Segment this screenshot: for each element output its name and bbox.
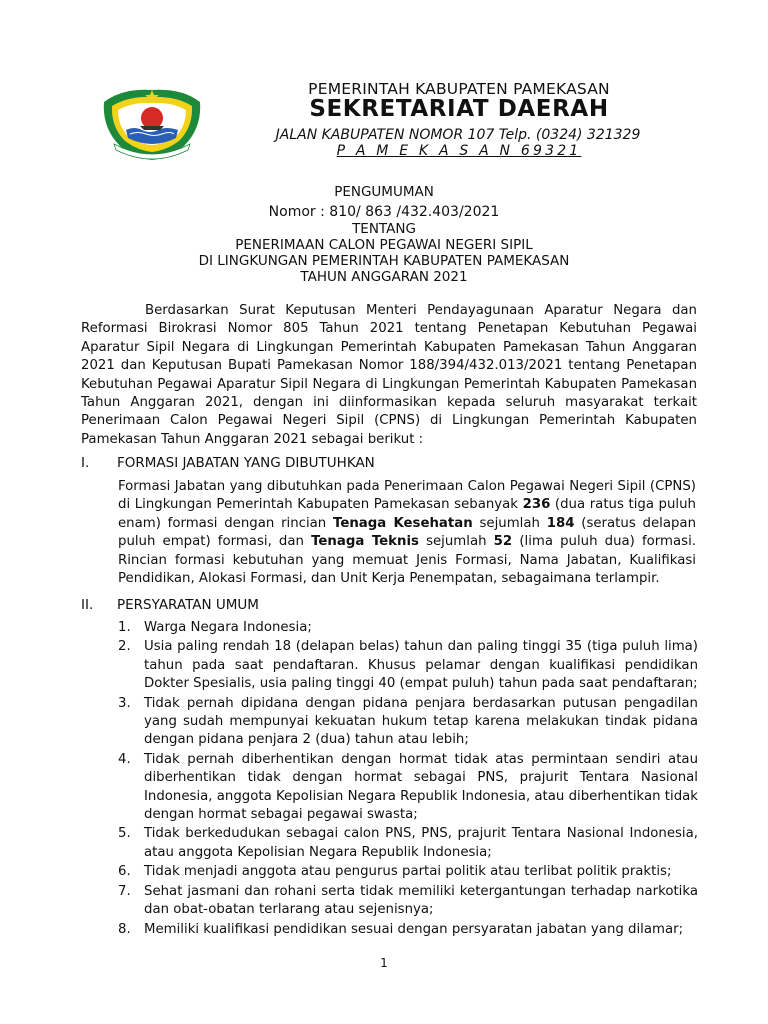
page-number: 1 bbox=[380, 956, 388, 970]
requirement-text: Tidak berkedudukan sebagai calon PNS, PNS, prajurit Tentara Nasional Indonesia, atau anggota Kepolisian Negara Republik Indonesia; bbox=[144, 826, 698, 860]
technical-staff-label: Tenaga Teknis bbox=[311, 534, 419, 550]
announcement-subject-line3: TAHUN ANGGARAN 2021 bbox=[300, 269, 468, 285]
section-2-heading bbox=[81, 597, 259, 613]
requirement-number: 7. bbox=[118, 883, 131, 899]
announcement-subject-line1: PENERIMAAN CALON PEGAWAI NEGERI SIPIL bbox=[235, 237, 533, 253]
section-1-text-e: sejumlah bbox=[418, 534, 494, 550]
requirement-item bbox=[118, 825, 698, 862]
intro-text: Berdasarkan Surat Keputusan Menteri Pendayagunaan Aparatur Negara dan Reformasi Birokrasi Nomor 805 Tahun 2021 tentang Penetapan Kebutuhan Pegawai Aparatur Sipil Negara di Lingkungan Pemerintah Kabupaten Pamekasan Tahun Anggaran 2021 dan Keputusan Bupati Pamekasan Nomor 188/394/432.013/2021 tentang Penetapan Kebutuhan Pegawai Aparatur Sipil Negara di Lingkungan Pemerintah Kabupaten Pamekasan Tahun Anggaran 2021, dengan ini diinformasikan kepada seluruh masyarakat terkait Penerimaan Calon Pegawai Negeri Sipil (CPNS) di Lingkungan Pemerintah Kabupaten Pamekasan Tahun Anggaran 2021 sebagai berikut : bbox=[81, 303, 697, 447]
requirement-item bbox=[118, 863, 698, 881]
requirement-number: 2. bbox=[118, 639, 131, 655]
requirement-item bbox=[118, 695, 698, 750]
section-1-text-d: (seratus delapan puluh empat) formasi, dan bbox=[118, 515, 696, 550]
requirement-text: Usia paling rendah 18 (delapan belas) tahun dan paling tinggi 35 (tiga puluh lima) tahun pada saat pendaftaran. Khusus pelamar dengan kualifikasi pendidikan Dokter Spesialis, usia paling tinggi 40 (empat puluh) tahun pada saat pendaftaran; bbox=[144, 639, 698, 692]
requirement-item bbox=[118, 883, 698, 920]
requirement-number: 5. bbox=[118, 826, 131, 842]
requirement-number: 4. bbox=[118, 751, 131, 767]
health-staff-label: Tenaga Kesehatan bbox=[333, 515, 473, 531]
section-1-text-b: (dua ratus tiga puluh enam) formasi dengan rincian bbox=[118, 497, 696, 531]
formation-total: 236 bbox=[522, 497, 551, 513]
section-1-heading bbox=[81, 455, 375, 471]
regency-emblem-logo bbox=[100, 84, 204, 162]
requirement-text: Sehat jasmani dan rohani serta tidak memiliki ketergantungan terhadap narkotika dan obat-obatan terlarang atau sejenisnya; bbox=[144, 883, 698, 918]
requirement-number: 1. bbox=[118, 620, 131, 635]
requirement-item bbox=[118, 619, 698, 637]
requirement-text: Warga Negara Indonesia; bbox=[144, 620, 312, 635]
requirement-number: 6. bbox=[118, 864, 131, 880]
requirement-text: Tidak pernah diberhentikan dengan hormat tidak atas permintaan sendiri atau diberhentikan tidak dengan hormat sebagai PNS, prajurit Tentara Nasional Indonesia, anggota Kepolisian Negara Republik Indonesia, atau diberhentikan tidak dengan hormat sebagai pegawai swasta; bbox=[144, 751, 698, 823]
section-1-text-c: sejumlah bbox=[472, 515, 547, 531]
requirement-item bbox=[118, 751, 698, 825]
announcement-subject-line2: DI LINGKUNGAN PEMERINTAH KABUPATEN PAMEKASAN bbox=[198, 253, 570, 269]
health-staff-count: 184 bbox=[546, 515, 575, 531]
requirements-list bbox=[118, 619, 698, 940]
letterhead bbox=[0, 0, 768, 170]
section-1-title: FORMASI JABATAN YANG DIBUTUHKAN bbox=[117, 455, 375, 471]
office-city: P A M E K A S A N 69321 bbox=[336, 143, 582, 159]
section-1-paragraph bbox=[118, 478, 696, 588]
section-1-text-f: (lima puluh dua) formasi. Rincian formasi kebutuhan yang memuat Jenis Formasi, Nama Jabatan, Kualifikasi Pendidikan, Alokasi Formasi, dan Unit Kerja Penempatan, sebagaimana terlampir. bbox=[118, 534, 696, 587]
section-1-number: I. bbox=[81, 455, 90, 471]
intro-paragraph bbox=[81, 302, 697, 449]
emblem-icon bbox=[100, 84, 204, 162]
requirement-number: 8. bbox=[118, 921, 131, 937]
requirement-item bbox=[118, 638, 698, 693]
requirement-text: Tidak pernah dipidana dengan pidana penjara berdasarkan putusan pengadilan yang sudah mempunyai kekuatan hukum tetap karena melakukan tindak pidana dengan pidana penjara 2 (dua) tahun atau lebih; bbox=[144, 695, 698, 748]
requirement-item bbox=[118, 921, 698, 939]
announcement-number: Nomor : 810/ 863 /432.403/2021 bbox=[268, 204, 500, 220]
requirement-text: Tidak menjadi anggota atau pengurus partai politik atau terlibat politik praktis; bbox=[144, 864, 672, 880]
section-2-number: II. bbox=[81, 597, 94, 613]
announcement-title-block bbox=[0, 184, 768, 285]
section-2-title: PERSYARATAN UMUM bbox=[117, 597, 259, 613]
announcement-heading: PENGUMUMAN bbox=[334, 184, 434, 200]
section-1-text-a: Formasi Jabatan yang dibutuhkan pada Penerimaan Calon Pegawai Negeri Sipil (CPNS) di Lingkungan Pemerintah Kabupaten Pamekasan sebanyak bbox=[118, 479, 696, 513]
technical-staff-count: 52 bbox=[493, 534, 513, 550]
government-name: PEMERINTAH KABUPATEN PAMEKASAN bbox=[308, 80, 610, 98]
requirement-number: 3. bbox=[118, 695, 131, 711]
requirement-text: Memiliki kualifikasi pendidikan sesuai dengan persyaratan jabatan yang dilamar; bbox=[144, 921, 684, 937]
office-name: SEKRETARIAT DAERAH bbox=[309, 96, 609, 122]
announcement-about: TENTANG bbox=[352, 221, 416, 237]
office-address: JALAN KABUPATEN NOMOR 107 Telp. (0324) 321329 bbox=[275, 127, 641, 143]
